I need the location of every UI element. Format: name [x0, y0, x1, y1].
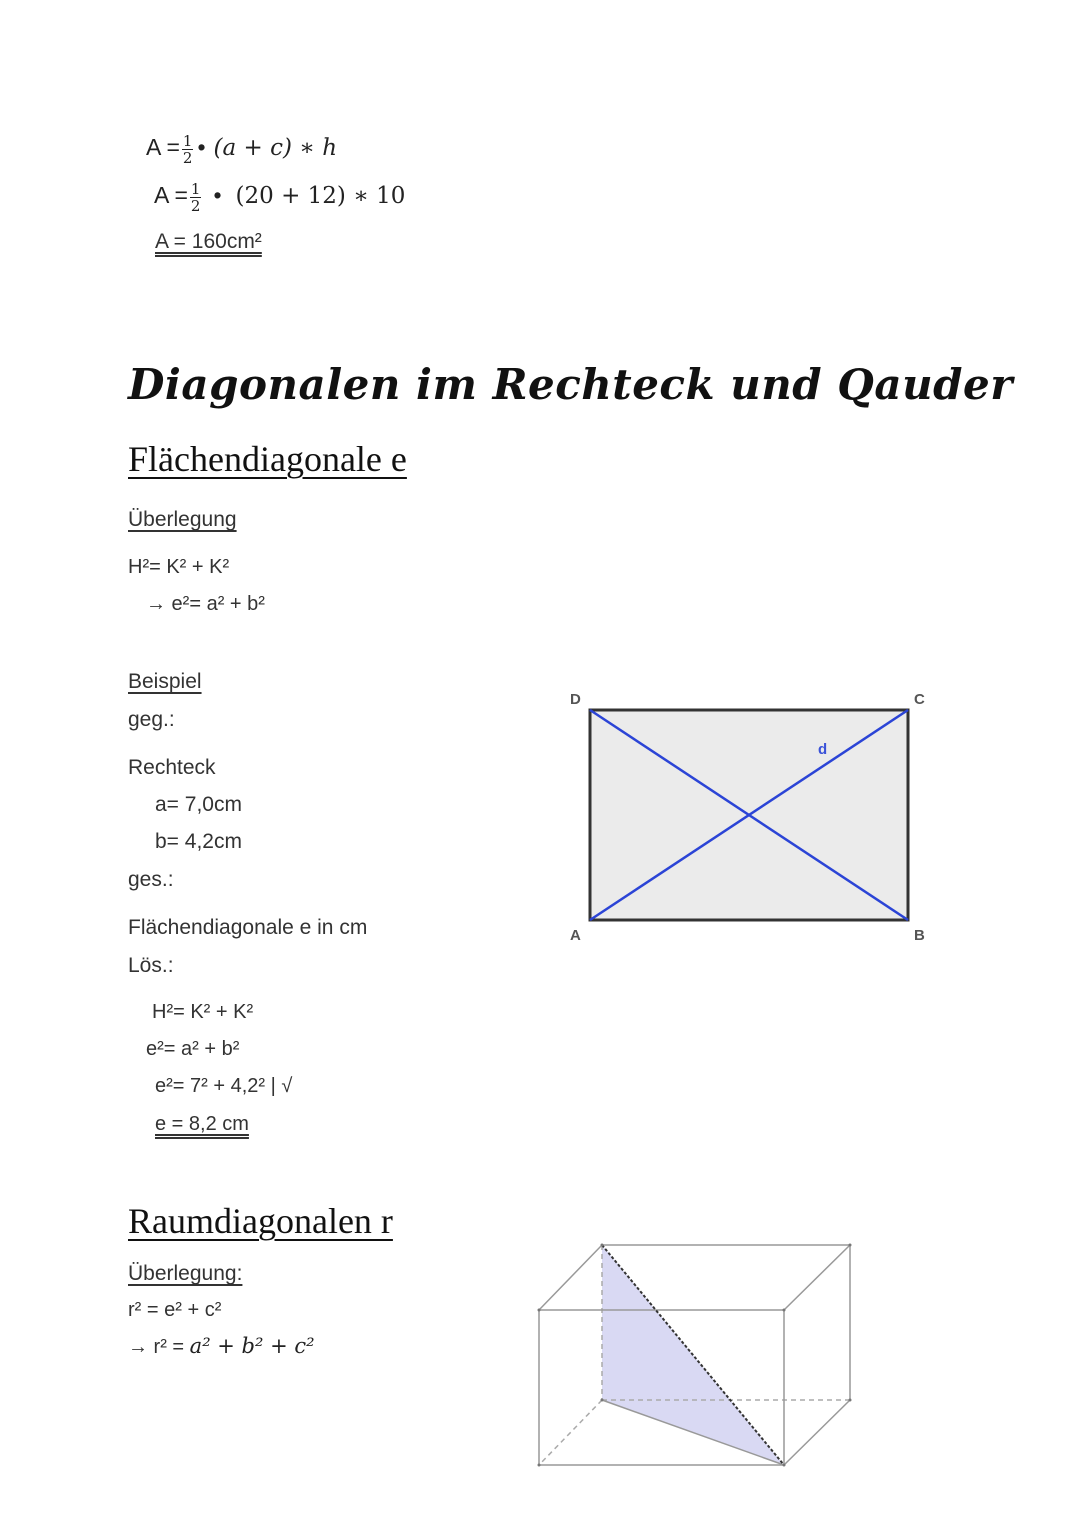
space-formula-2 — [128, 1334, 315, 1359]
formula-rhs: (20 + 12) ∗ 10 — [235, 182, 406, 209]
cuboid-figure — [525, 1235, 870, 1485]
vertex-label-c: C — [914, 691, 925, 708]
connect-edge — [784, 1400, 850, 1465]
dot-operator: • — [197, 133, 206, 160]
rectangle-diagonal-figure — [560, 680, 940, 950]
trapez-formula-line2 — [154, 181, 405, 214]
solution-result: e = 8,2 cm — [155, 1113, 249, 1135]
section-heading-face-diagonal: Flächendiagonale e — [128, 439, 407, 479]
vertex-dot — [783, 1309, 786, 1312]
connect-edge — [539, 1245, 602, 1310]
connect-edge — [784, 1245, 850, 1310]
side-a-value: a= 7,0cm — [155, 793, 242, 816]
solution-step-1: H²= K² + K² — [152, 1001, 254, 1023]
trapez-result: A = 160cm² — [155, 230, 262, 253]
vertex-dot — [783, 1464, 786, 1467]
section-heading-space-diagonal: Raumdiagonalen r — [128, 1201, 393, 1241]
reasoning-label: Überlegung — [128, 508, 237, 531]
space-formula-1: r² = e² + c² — [128, 1299, 222, 1321]
formula-prefix: → r² = — [128, 1336, 190, 1358]
diagonal-label-d: d — [818, 741, 828, 758]
sought-label: ges.: — [128, 868, 174, 891]
face-diagonal-formula: → e²= a² + b² — [146, 593, 265, 615]
vertex-label-a: A — [570, 927, 581, 944]
trapez-formula-line1 — [146, 133, 337, 166]
vertex-dot — [538, 1309, 541, 1312]
vertex-dot — [538, 1464, 541, 1467]
shape-name: Rechteck — [128, 756, 216, 779]
vertex-label-b: B — [914, 927, 925, 944]
formula-lhs: A = — [146, 133, 180, 160]
vertex-dot — [601, 1399, 604, 1402]
fraction: $\frac{1}{2}$ — [190, 180, 201, 215]
pythagoras-formula: H²= K² + K² — [128, 556, 230, 578]
vertex-dot — [849, 1399, 852, 1402]
side-b-value: b= 4,2cm — [155, 830, 242, 853]
example-label: Beispiel — [128, 670, 202, 693]
fraction: $\frac{1}{2}$ — [182, 132, 193, 167]
vertex-label-d: D — [570, 691, 581, 708]
formula-rhs: (a + c) ∗ h — [213, 134, 338, 161]
given-label: geg.: — [128, 708, 175, 731]
page-title: Diagonalen im Rechteck und Qauder — [128, 360, 1013, 409]
vertex-dot — [601, 1244, 604, 1247]
formula-math: a² + b² + c² — [189, 1334, 315, 1358]
solution-step-2: e²= a² + b² — [146, 1038, 240, 1060]
vertex-dot — [849, 1244, 852, 1247]
sought-value: Flächendiagonale e in cm — [128, 916, 368, 939]
dot-operator: • — [213, 181, 222, 208]
hidden-edge — [539, 1400, 602, 1465]
space-reasoning-label: Überlegung: — [128, 1262, 243, 1285]
formula-lhs: A = — [154, 181, 188, 208]
solution-label: Lös.: — [128, 954, 174, 977]
solution-step-3: e²= 7² + 4,2² | √ — [155, 1075, 293, 1097]
